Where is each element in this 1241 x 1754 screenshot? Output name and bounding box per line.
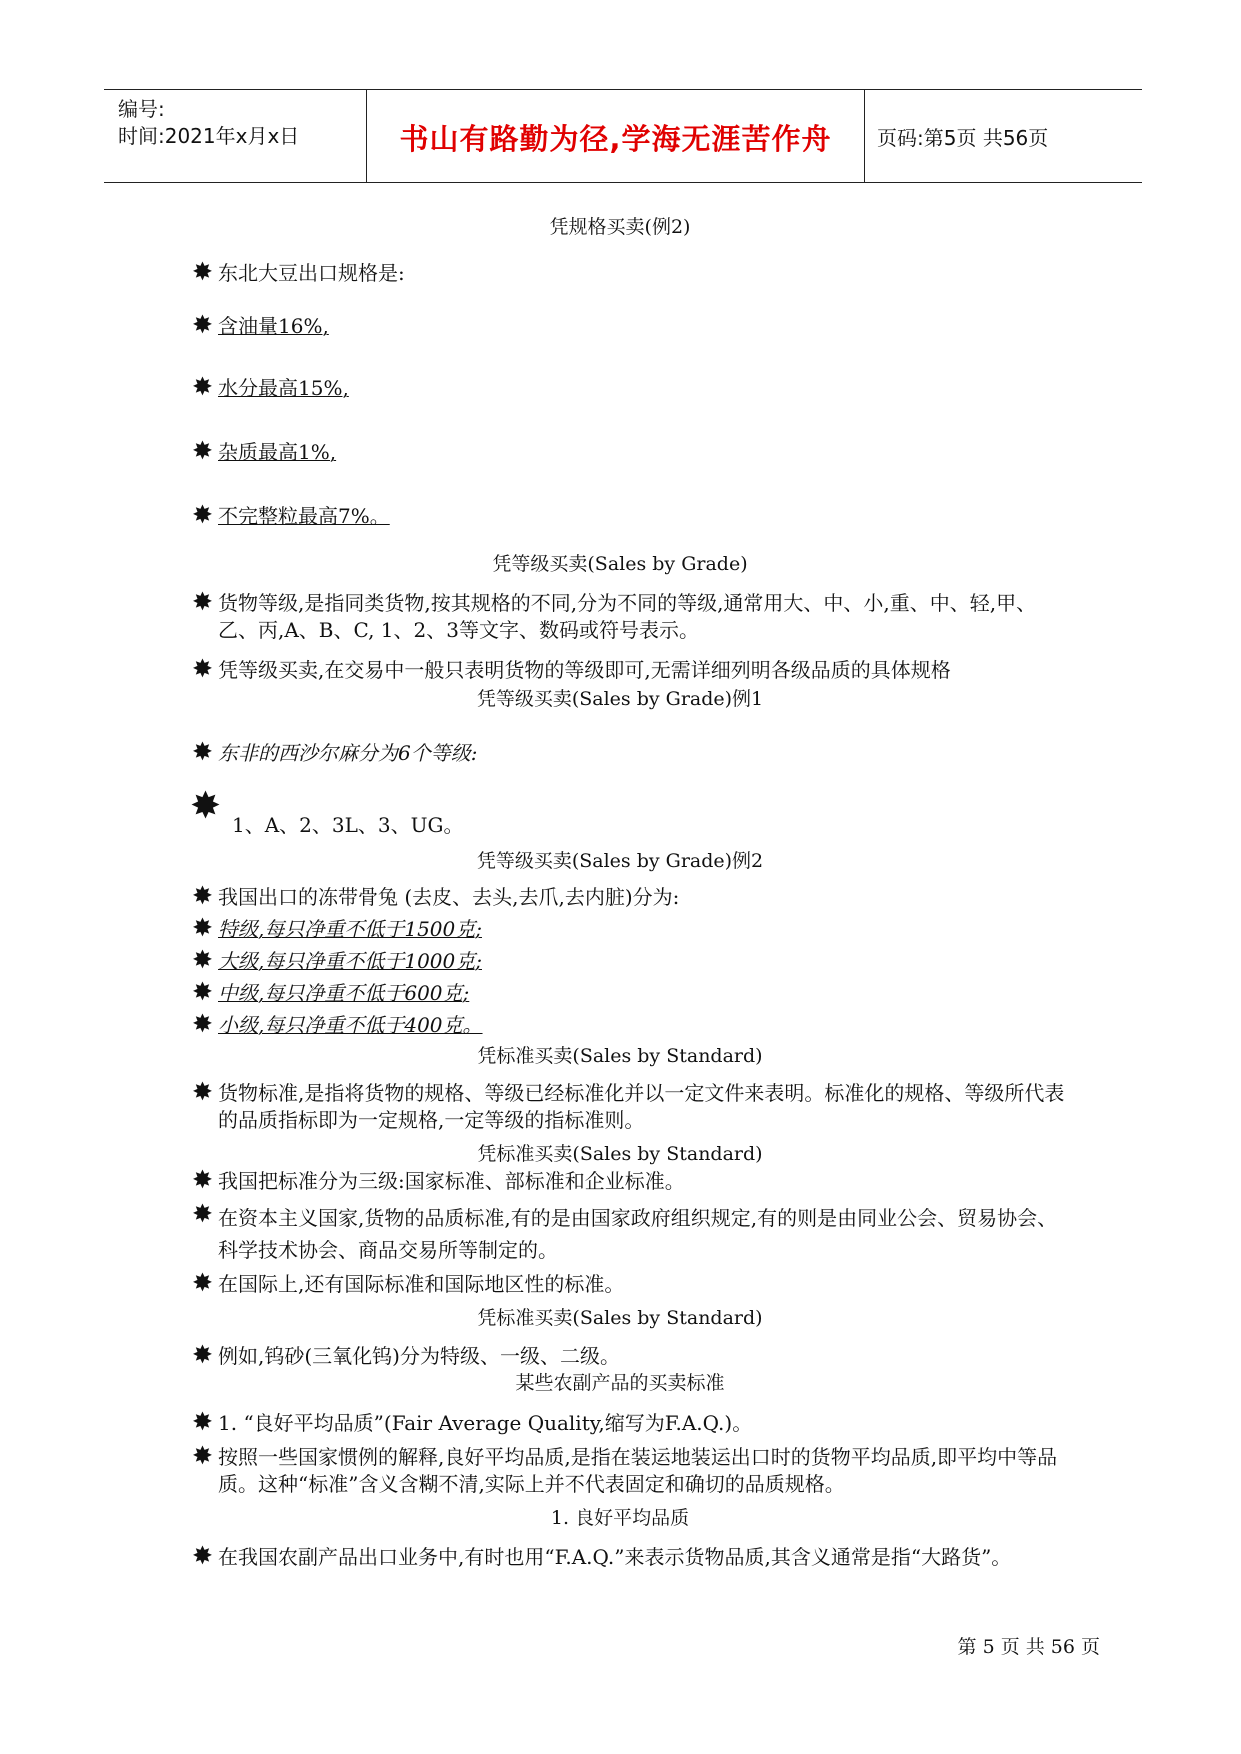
bullet-item: ✸ 含油量16%, — [192, 310, 329, 339]
bullet-item: ✸ 例如,钨砂(三氧化钨)分为特级、一级、二级。 — [192, 1340, 620, 1369]
header-left-cell — [104, 90, 367, 182]
star-burst-icon: ✸ — [190, 784, 222, 827]
star-burst-icon: ✸ — [192, 945, 213, 974]
bullet-item: ✸ 凭等级买卖,在交易中一般只表明货物的等级即可,无需详细列明各级品质的具体规格 — [192, 654, 951, 683]
section-title: 某些农副产品的买卖标准 — [515, 1372, 725, 1394]
document-time-label: 时间:2021年x月x日 — [118, 124, 300, 148]
star-burst-icon: ✸ — [192, 500, 213, 529]
bullet-item: ✸ 大级,每只净重不低于1000克; — [192, 945, 482, 974]
bullet-item: ✸ 1. “良好平均品质”(Fair Average Quality,缩写为F.A.Q.)。 — [192, 1407, 753, 1436]
bullet-item: ✸ 小级,每只净重不低于400克。 — [192, 1009, 483, 1038]
page-footer: 第 5 页 共 56 页 — [957, 1636, 1100, 1658]
document-number-label: 编号: — [118, 97, 165, 121]
star-burst-icon: ✸ — [192, 1268, 213, 1297]
section-title: 凭等级买卖(Sales by Grade) — [492, 553, 748, 575]
star-burst-icon: ✸ — [192, 1340, 213, 1369]
bullet-item: ✸ 水分最高15%, — [192, 372, 349, 401]
bullet-item: ✸ 在我国农副产品出口业务中,有时也用“F.A.Q.”来表示货物品质,其含义通常是指“大路货”。 — [192, 1541, 1012, 1570]
header-right-cell — [865, 90, 1142, 182]
section-title: 凭标准买卖(Sales by Standard) — [477, 1045, 763, 1067]
bullet-item: ✸ 中级,每只净重不低于600克; — [192, 977, 470, 1006]
star-burst-icon: ✸ — [192, 1165, 213, 1194]
bullet-item: ✸ 我国把标准分为三级:国家标准、部标准和企业标准。 — [192, 1165, 685, 1194]
star-burst-icon: ✸ — [192, 587, 213, 616]
star-burst-icon: ✸ — [192, 977, 213, 1006]
star-burst-icon: ✸ — [192, 913, 213, 942]
bullet-item: ✸ 东北大豆出口规格是: — [192, 257, 405, 286]
section-title: 凭等级买卖(Sales by Grade)例1 — [476, 688, 764, 710]
star-burst-icon: ✸ — [192, 1077, 213, 1106]
bullet-item: ✸ 1、A、2、3L、3、UG。 — [190, 784, 464, 837]
bullet-item: ✸ 按照一些国家惯例的解释,良好平均品质,是指在装运地装运出口时的货物平均品质,即平均中等品质。这种“标准”含义含糊不清,实际上并不代表固定和确切的品质规格。 — [192, 1441, 1058, 1496]
section-title: 凭标准买卖(Sales by Standard) — [477, 1143, 763, 1165]
bullet-item: ✸ 杂质最高1%, — [192, 436, 337, 465]
section-title: 凭标准买卖(Sales by Standard) — [477, 1307, 763, 1329]
section-title: 1. 良好平均品质 — [550, 1507, 690, 1529]
section-title: 凭规格买卖(例2) — [549, 216, 691, 238]
bullet-item: ✸ 在国际上,还有国际标准和国际地区性的标准。 — [192, 1268, 625, 1297]
star-burst-icon: ✸ — [192, 737, 213, 766]
bullet-item: ✸ 东非的西沙尔麻分为6个等级: — [192, 737, 478, 766]
page-header — [104, 89, 1142, 183]
star-burst-icon: ✸ — [192, 1199, 213, 1228]
star-burst-icon: ✸ — [192, 1407, 213, 1436]
bullet-item: ✸ 不完整粒最高7%。 — [192, 500, 390, 529]
bullet-item: ✸ 货物等级,是指同类货物,按其规格的不同,分为不同的等级,通常用大、中、小,重、中、轻,甲、乙、丙,A、B、C, 1、2、3等文字、数码或符号表示。 — [192, 587, 1037, 642]
star-burst-icon: ✸ — [192, 257, 213, 286]
star-burst-icon: ✸ — [192, 1009, 213, 1038]
star-burst-icon: ✸ — [192, 881, 213, 910]
header-page-number: 页码:第5页 共56页 — [877, 126, 1049, 150]
section-title: 凭等级买卖(Sales by Grade)例2 — [476, 850, 764, 872]
star-burst-icon: ✸ — [192, 310, 213, 339]
bullet-item: ✸ 在资本主义国家,货物的品质标准,有的是由国家政府组织规定,有的则是由同业公会、贸易协会、科学技术协会、商品交易所等制定的。 — [192, 1199, 1058, 1262]
bullet-item: ✸ 特级,每只净重不低于1500克; — [192, 913, 482, 942]
star-burst-icon: ✸ — [192, 372, 213, 401]
bullet-item: ✸ 货物标准,是指将货物的规格、等级已经标准化并以一定文件来表明。标准化的规格、等级所代表的品质指标即为一定规格,一定等级的指标准则。 — [192, 1077, 1065, 1132]
star-burst-icon: ✸ — [192, 654, 213, 683]
bullet-item: ✸ 我国出口的冻带骨兔 (去皮、去头,去爪,去内脏)分为: — [192, 881, 680, 910]
header-motto: 书山有路勤为径,学海无涯苦作舟 — [399, 122, 832, 156]
star-burst-icon: ✸ — [192, 436, 213, 465]
star-burst-icon: ✸ — [192, 1541, 213, 1570]
star-burst-icon: ✸ — [192, 1441, 213, 1470]
header-middle-cell — [367, 90, 865, 182]
